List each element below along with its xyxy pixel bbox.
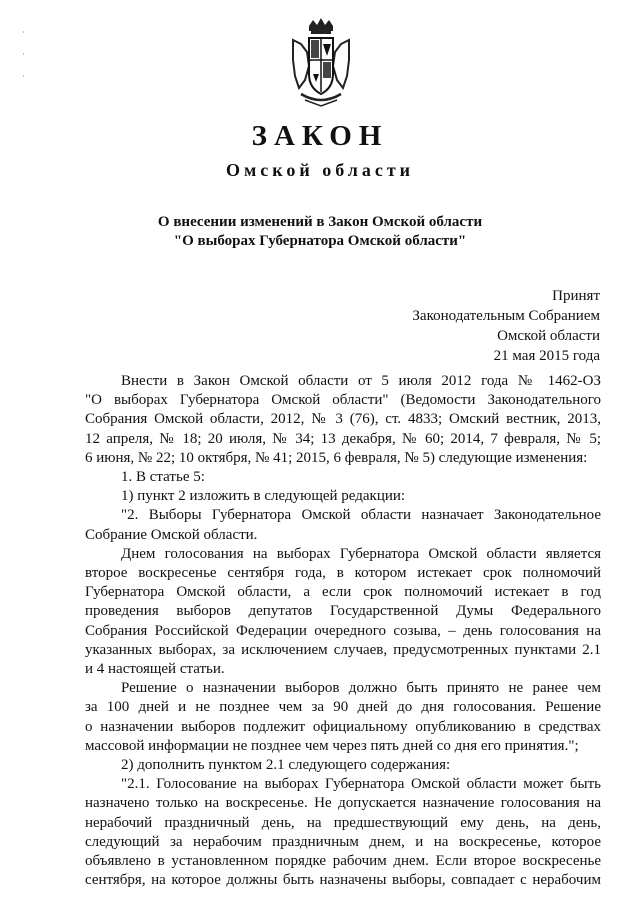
law-body <box>85 372 601 890</box>
adoption-line: Принят <box>552 288 600 304</box>
paragraph-line: "2.1. Голосование на выборах Губернатора Омской области может быть <box>121 776 601 793</box>
paragraph-line: назначено только на воскресенье. Не допускается назначение голосования на <box>85 795 601 812</box>
law-heading <box>0 213 640 251</box>
paragraph <box>85 545 601 679</box>
paragraph-line: нерабочий праздничный день, на предшествующий ему день, на день, <box>85 814 601 831</box>
law-subtitle: Омской области <box>225 160 415 180</box>
paragraph-line: "2. Выборы Губернатора Омской области назначает Законодательное <box>121 507 601 524</box>
paragraph-line: Внести в Закон Омской области от 5 июля 2012 года № 1462-ОЗ <box>121 373 601 389</box>
paragraph <box>85 468 601 487</box>
paragraph <box>85 756 601 775</box>
omsk-region-coat-of-arms-icon <box>289 16 353 108</box>
heading-line: "О выборах Губернатора Омской области" <box>173 233 467 249</box>
paragraph-line: и 4 настоящей статьи. <box>85 661 225 678</box>
law-title: ЗАКОН <box>251 120 389 152</box>
paragraph-line: объявлено в установленном порядке рабочим днем. Если второе воскресенье <box>85 853 601 870</box>
paragraph <box>85 775 601 890</box>
adoption-line: Омской области <box>497 328 600 344</box>
paragraph-line: Собрание Омской области. <box>85 526 258 543</box>
paragraph-line: 1. В статье 5: <box>121 469 205 486</box>
paragraph-line: 1) пункт 2 изложить в следующей редакции: <box>121 488 406 505</box>
paragraph-line: сентября, на которое должны быть назначены выборы, совпадает с нерабочим <box>85 872 601 889</box>
paragraph-line: Днем голосования на выборах Губернатора Омской области является <box>121 545 601 562</box>
paragraph-line: проведения выборов депутатов Государственной Думы Федерального <box>85 603 601 620</box>
adoption-block <box>412 286 600 366</box>
paragraph <box>85 487 601 506</box>
paragraph-line: следующий за нерабочим праздничным днем, и на воскресенье, которое <box>85 833 601 850</box>
heading-line: О внесении изменений в Закон Омской области <box>157 214 483 230</box>
adoption-date: 21 мая 2015 года <box>493 348 600 364</box>
paragraph-line: указанных выборах, за исключением случаев, предусмотренных пунктами 2.1 <box>85 641 601 658</box>
paragraph-line: за 100 дней и не позднее чем за 90 дней до дня голосования. Решение <box>85 699 601 716</box>
paragraph-line: Решение о назначении выборов должно быть принято не ранее чем <box>121 680 601 697</box>
paragraph-line: Губернатора Омской области, а если срок полномочий истекает в год <box>85 584 601 601</box>
paragraph <box>85 506 601 544</box>
paragraph-line: "О выборах Губернатора Омской области" (Ведомости Законодательного <box>85 392 601 409</box>
paragraph <box>85 679 601 756</box>
adoption-line: Законодательным Собранием <box>412 308 600 324</box>
paragraph-line: Собрания Омской области, 2012, № 3 (76), ст. 4833; Омский вестник, 2013, <box>85 411 601 428</box>
paragraph-line: Собрания Российской Федерации очередного созыва, – день голосования на <box>85 622 601 639</box>
scan-specks: · · · <box>22 28 25 81</box>
paragraph-line: о назначении выборов подлежит официальному опубликованию в средствах <box>85 718 601 735</box>
paragraph-line: второе воскресенье сентября года, в котором истекает срок полномочий <box>85 565 601 582</box>
paragraph-line: массовой информации не позднее чем через пять дней со дня его принятия."; <box>85 737 579 754</box>
paragraph <box>85 372 601 468</box>
paragraph-line: 2) дополнить пунктом 2.1 следующего содержания: <box>121 757 451 774</box>
paragraph-line: 12 апреля, № 18; 20 июля, № 34; 13 декабря, № 60; 2014, 7 февраля, № 5; <box>85 430 601 447</box>
paragraph-line: 6 июня, № 22; 10 октября, № 41; 2015, 6 февраля, № 5) следующие изменения: <box>85 449 588 466</box>
